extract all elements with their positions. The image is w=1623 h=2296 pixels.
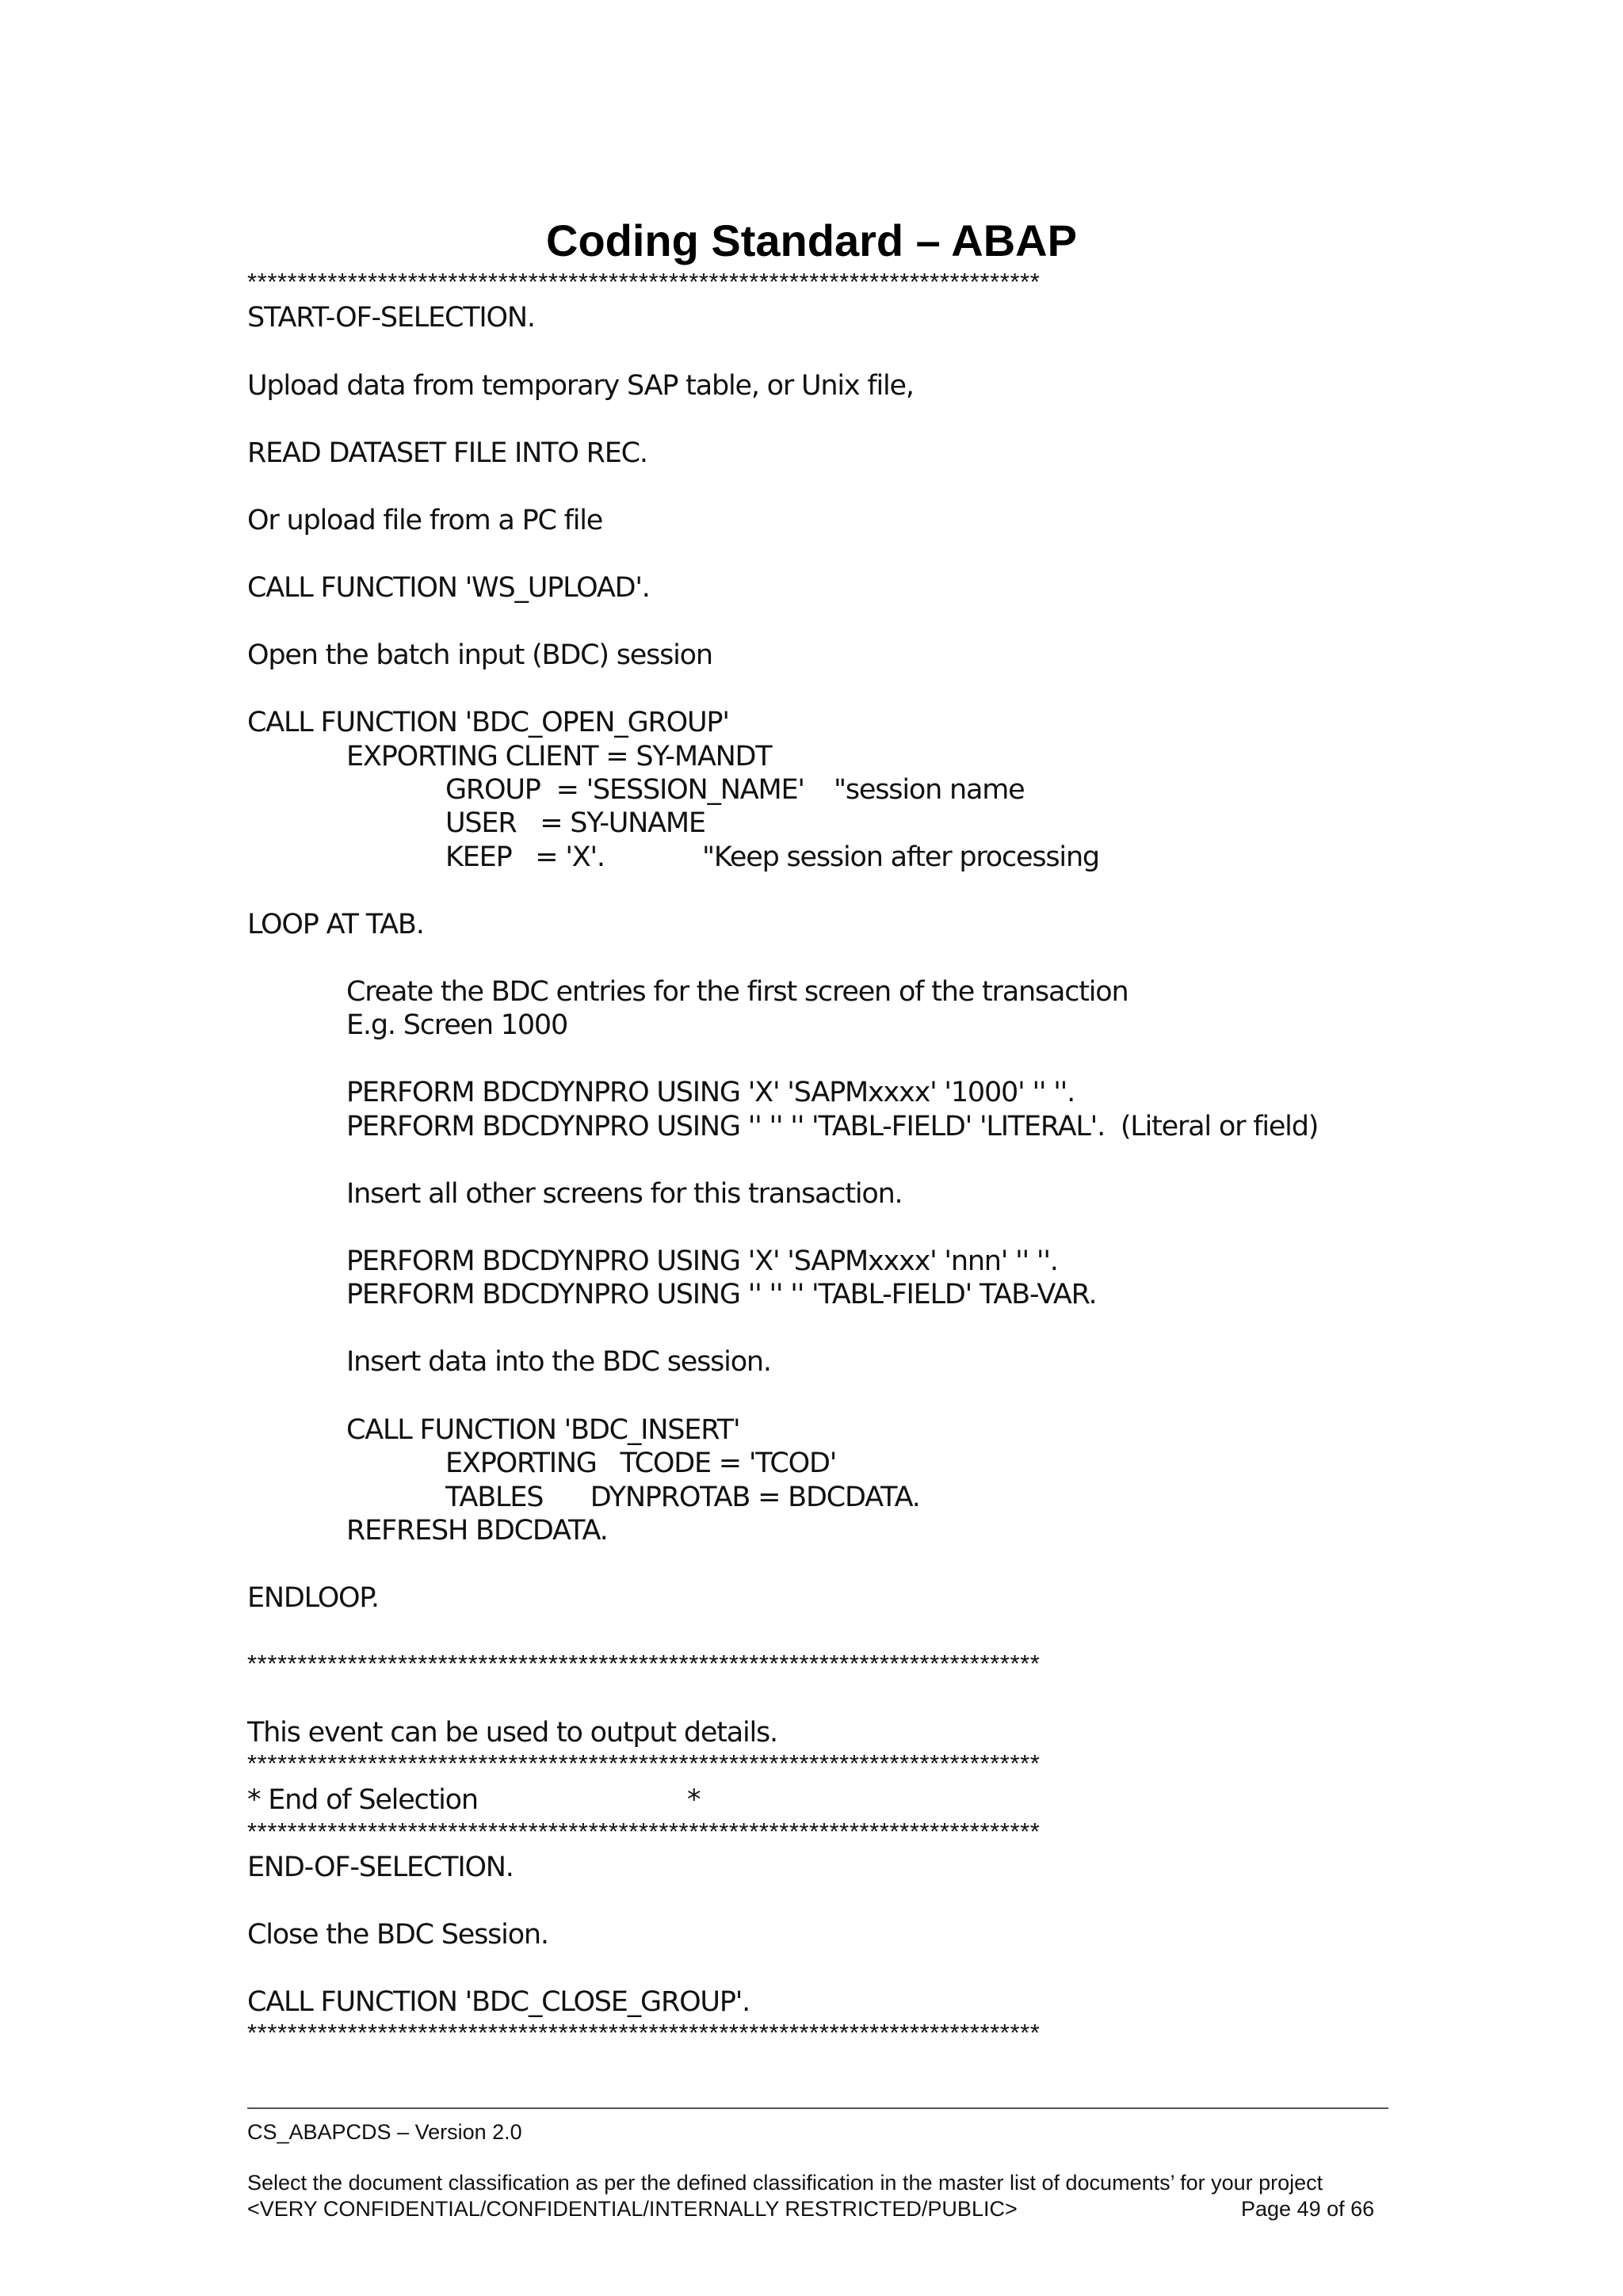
- code-line: EXPORTING CLIENT = SY-MANDT: [346, 741, 772, 772]
- asterisk-separator: *******************************************************************************: [247, 1650, 1041, 1677]
- comment-line: * End of Selection: [247, 1784, 478, 1816]
- page-title: Coding Standard – ABAP: [546, 215, 1077, 265]
- comment-line: Open the batch input (BDC) session: [247, 639, 712, 671]
- footer-page-number: Page 49 of 66: [1241, 2197, 1375, 2221]
- comment-line: Or upload file from a PC file: [247, 505, 603, 536]
- footer-classification-note: Select the document classification as per the defined classification in the master list of documents’ for your project: [247, 2171, 1323, 2195]
- code-line: PERFORM BDCDYNPRO USING 'X' 'SAPMxxxx' '1000' '' ''.: [346, 1077, 1075, 1108]
- code-line: CALL FUNCTION 'BDC_INSERT': [346, 1414, 740, 1446]
- comment-line: This event can be used to output details.: [247, 1717, 777, 1749]
- code-line: CALL FUNCTION 'BDC_OPEN_GROUP': [247, 707, 729, 738]
- code-line: START-OF-SELECTION.: [247, 302, 535, 334]
- code-line: PERFORM BDCDYNPRO USING '' '' '' 'TABL-FIELD' 'LITERAL'. (Literal or field): [346, 1111, 1319, 1142]
- code-line: GROUP = 'SESSION_NAME': [445, 774, 804, 806]
- comment-line: Insert data into the BDC session.: [346, 1346, 771, 1378]
- code-line: LOOP AT TAB.: [247, 909, 424, 940]
- asterisk-separator: *******************************************************************************: [247, 1817, 1041, 1845]
- comment-line: E.g. Screen 1000: [346, 1009, 568, 1041]
- comment-line: Close the BDC Session.: [247, 1919, 548, 1951]
- footer-classification-levels: <VERY CONFIDENTIAL/CONFIDENTIAL/INTERNALLY RESTRICTED/PUBLIC>: [247, 2197, 1018, 2221]
- code-line: CALL FUNCTION 'WS_UPLOAD'.: [247, 572, 650, 604]
- footer-divider: [247, 2107, 1388, 2109]
- code-line: CALL FUNCTION 'BDC_CLOSE_GROUP'.: [247, 1986, 750, 2018]
- code-line: PERFORM BDCDYNPRO USING '' '' '' 'TABL-FIELD' TAB-VAR.: [346, 1279, 1097, 1310]
- code-line: TABLES DYNPROTAB = BDCDATA.: [445, 1482, 920, 1513]
- code-line: USER = SY-UNAME: [445, 807, 705, 839]
- comment-line: Create the BDC entries for the first screen of the transaction: [346, 976, 1128, 1008]
- comment-line: Insert all other screens for this transaction.: [346, 1178, 903, 1210]
- inline-comment: "session name: [834, 774, 1025, 806]
- asterisk-separator: *******************************************************************************: [247, 268, 1041, 296]
- comment-line: *: [687, 1784, 701, 1816]
- code-line: KEEP = 'X'.: [445, 841, 605, 873]
- code-line: ENDLOOP.: [247, 1582, 379, 1614]
- code-line: PERFORM BDCDYNPRO USING 'X' 'SAPMxxxx' 'nnn' '' ''.: [346, 1245, 1058, 1277]
- inline-comment: "Keep session after processing: [702, 841, 1099, 873]
- code-line: REFRESH BDCDATA.: [346, 1515, 608, 1547]
- asterisk-separator: *******************************************************************************: [247, 1749, 1041, 1777]
- code-line: EXPORTING TCODE = 'TCOD': [445, 1447, 837, 1479]
- comment-line: Upload data from temporary SAP table, or Unix file,: [247, 370, 914, 402]
- code-line: END-OF-SELECTION.: [247, 1852, 514, 1883]
- code-line: READ DATASET FILE INTO REC.: [247, 437, 647, 469]
- footer-version: CS_ABAPCDS – Version 2.0: [247, 2120, 522, 2144]
- asterisk-separator: *******************************************************************************: [247, 2019, 1041, 2046]
